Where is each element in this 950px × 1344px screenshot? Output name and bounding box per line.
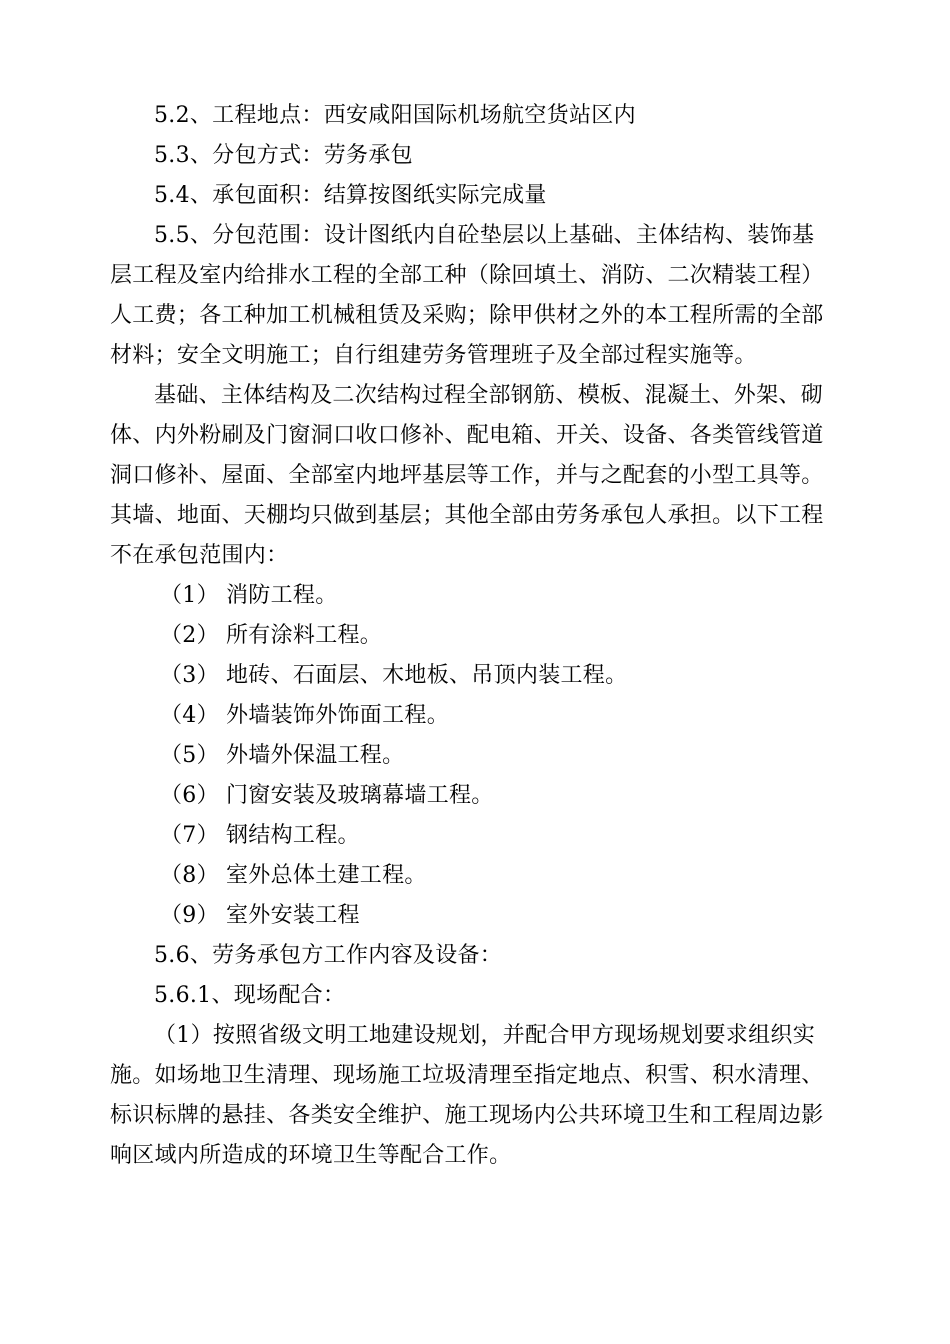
clause-5-2: 5.2、工程地点：西安咸阳国际机场航空货站区内 (154, 103, 636, 128)
exclusion-text: 消防工程。 (226, 583, 338, 608)
clause-5-5-line-1: 5.5、分包范围：设计图纸内自砼垫层以上基础、主体结构、装饰基 (154, 223, 815, 248)
exclusion-item (110, 696, 840, 736)
exclusion-text: 门窗安装及玻璃幕墙工程。 (226, 783, 494, 808)
scope-paragraph-line-1: 基础、主体结构及二次结构过程全部钢筋、模板、混凝土、外架、砌 (154, 383, 824, 408)
clause-5-4: 5.4、承包面积：结算按图纸实际完成量 (154, 183, 547, 208)
site-coordination-line-4: 响区域内所造成的环境卫生等配合工作。 (110, 1143, 512, 1168)
site-coordination-line-3: 标识标牌的悬挂、各类安全维护、施工现场内公共环境卫生和工程周边影 (110, 1103, 824, 1128)
clause-5-6-1-heading: 5.6.1、现场配合： (154, 983, 346, 1008)
exclusion-number: （1） (160, 583, 219, 608)
site-coordination-line-1: （1）按照省级文明工地建设规划，并配合甲方现场规划要求组织实 (154, 1023, 815, 1048)
exclusion-text: 外墙外保温工程。 (226, 743, 405, 768)
document-body (110, 96, 840, 1176)
exclusion-number: （7） (160, 823, 219, 848)
clause-5-6-heading: 5.6、劳务承包方工作内容及设备： (154, 943, 503, 968)
exclusion-number: （8） (160, 863, 219, 888)
scope-paragraph-line-5: 不在承包范围内： (110, 543, 289, 568)
exclusion-item (110, 736, 840, 776)
exclusion-item (110, 576, 840, 616)
exclusion-item (110, 816, 840, 856)
scope-paragraph-line-2: 体、内外粉刷及门窗洞口收口修补、配电箱、开关、设备、各类管线管道 (110, 423, 824, 448)
exclusion-text: 钢结构工程。 (226, 823, 360, 848)
exclusion-text: 所有涂料工程。 (226, 623, 383, 648)
exclusion-text: 地砖、石面层、木地板、吊顶内装工程。 (226, 663, 628, 688)
clause-5-3: 5.3、分包方式：劳务承包 (154, 143, 413, 168)
exclusion-number: （6） (160, 783, 219, 808)
exclusion-item (110, 776, 840, 816)
exclusion-number: （3） (160, 663, 219, 688)
exclusion-item (110, 656, 840, 696)
scope-paragraph-line-3: 洞口修补、屋面、全部室内地坪基层等工作，并与之配套的小型工具等。 (110, 463, 824, 488)
exclusion-item (110, 896, 840, 936)
exclusion-number: （4） (160, 703, 219, 728)
scope-paragraph-line-4: 其墙、地面、天棚均只做到基层；其他全部由劳务承包人承担。以下工程 (110, 503, 824, 528)
exclusion-number: （9） (160, 903, 219, 928)
site-coordination-line-2: 施。如场地卫生清理、现场施工垃圾清理至指定地点、积雪、积水清理、 (110, 1063, 824, 1088)
exclusion-text: 室外安装工程 (226, 903, 360, 928)
clause-5-5-line-4: 材料；安全文明施工；自行组建劳务管理班子及全部过程实施等。 (110, 343, 757, 368)
exclusion-number: （5） (160, 743, 219, 768)
exclusion-text: 外墙装饰外饰面工程。 (226, 703, 450, 728)
exclusion-number: （2） (160, 623, 219, 648)
clause-5-5-line-2: 层工程及室内给排水工程的全部工种（除回填土、消防、二次精装工程） (110, 263, 824, 288)
exclusion-item (110, 616, 840, 656)
clause-5-5-line-3: 人工费；各工种加工机械租赁及采购；除甲供材之外的本工程所需的全部 (110, 303, 824, 328)
exclusion-text: 室外总体土建工程。 (226, 863, 427, 888)
exclusion-item (110, 856, 840, 896)
